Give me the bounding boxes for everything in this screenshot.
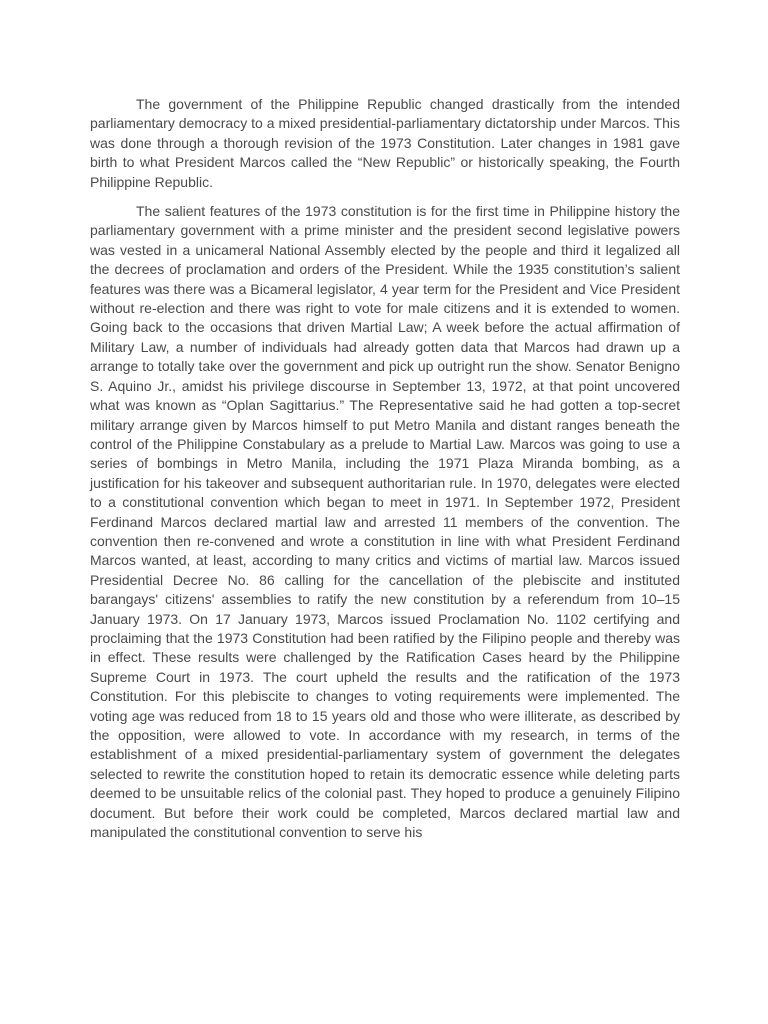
- paragraph-2: The salient features of the 1973 constitution is for the first time in Philippine history the parliamentary government with a prime minister and the president second legislative powers was vested in a unicameral National Assembly elected by the people and third it legalized all the decrees of proclamation and orders of the President. While the 1935 constitution’s salient features was there was a Bicameral legislator, 4 year term for the President and Vice President without re-election and there was right to vote for male citizens and it is extended to women. Going back to the occasions that driven Martial Law; A week before the actual affirmation of Military Law, a number of individuals had already gotten data that Marcos had drawn up a arrange to totally take over the government and pick up outright run the show. Senator Benigno S. Aquino Jr., amidst his privilege discourse in September 13, 1972, at that point uncovered what was known as “Oplan Sagittarius.” The Representative said he had gotten a top-secret military arrange given by Marcos himself to put Metro Manila and distant ranges beneath the control of the Philippine Constabulary as a prelude to Martial Law. Marcos was going to use a series of bombings in Metro Manila, including the 1971 Plaza Miranda bombing, as a justification for his takeover and subsequent authoritarian rule. In 1970, delegates were elected to a constitutional convention which began to meet in 1971. In September 1972, President Ferdinand Marcos declared martial law and arrested 11 members of the convention. The convention then re-convened and wrote a constitution in line with what President Ferdinand Marcos wanted, at least, according to many critics and victims of martial law. Marcos issued Presidential Decree No. 86 calling for the cancellation of the plebiscite and instituted barangays' citizens' assemblies to ratify the new constitution by a referendum from 10–15 January 1973. On 17 January 1973, Marcos issued Proclamation No. 1102 certifying and proclaiming that the 1973 Constitution had been ratified by the Filipino people and thereby was in effect. These results were challenged by the Ratification Cases heard by the Philippine Supreme Court in 1973. The court upheld the results and the ratification of the 1973 Constitution. For this plebiscite to changes to voting requirements were implemented. The voting age was reduced from 18 to 15 years old and those who were illiterate, as described by the opposition, were allowed to vote. In accordance with my research, in terms of the establishment of a mixed presidential-parliamentary system of government the delegates selected to rewrite the constitution hoped to retain its democratic essence while deleting parts deemed to be unsuitable relics of the colonial past. They hoped to produce a genuinely Filipino document. But before their work could be completed, Marcos declared martial law and manipulated the constitutional convention to serve his: [90, 203, 680, 841]
- paragraph-1: The government of the Philippine Republic changed drastically from the intended parliamentary democracy to a mixed presidential-parliamentary dictatorship under Marcos. This was done through a thorough revision of the 1973 Constitution. Later changes in 1981 gave birth to what President Marcos called the “New Republic” or historically speaking, the Fourth Philippine Republic.: [90, 96, 680, 190]
- document-page: [90, 95, 680, 842]
